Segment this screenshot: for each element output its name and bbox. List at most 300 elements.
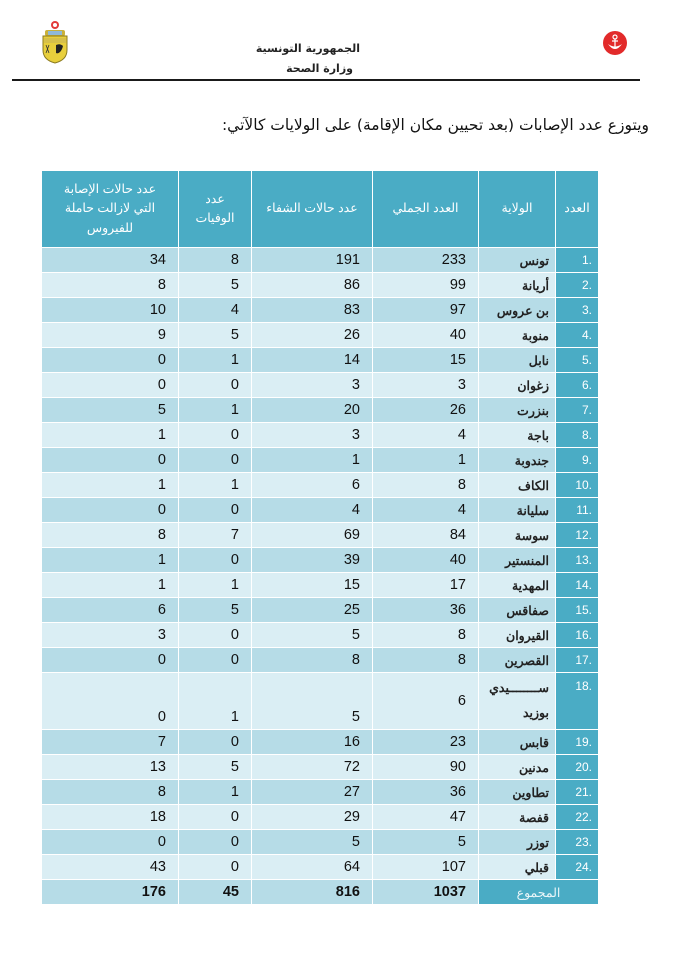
active-cell bbox=[42, 498, 179, 523]
deaths-cell bbox=[179, 730, 252, 755]
col-header-active-line1: عدد حالات الإصابة bbox=[63, 181, 157, 196]
deaths-cell bbox=[179, 598, 252, 623]
total-cell bbox=[373, 348, 479, 373]
index-value: 18. bbox=[575, 679, 592, 693]
deaths-cell bbox=[179, 623, 252, 648]
index-value: 14. bbox=[575, 578, 592, 592]
table-row bbox=[42, 755, 599, 780]
total-value: 1 bbox=[457, 452, 466, 468]
table-row bbox=[42, 473, 599, 498]
col-header-active bbox=[42, 171, 179, 248]
index-value: 23. bbox=[575, 835, 592, 849]
republic-title: الجمهورية التونسية bbox=[255, 42, 360, 55]
deaths-cell bbox=[179, 648, 252, 673]
total-value: 97 bbox=[449, 302, 466, 318]
deaths-value: 0 bbox=[230, 834, 239, 850]
governorate-cell: تطاوين bbox=[479, 780, 556, 805]
recovered-cell bbox=[252, 398, 373, 423]
recovered-value: 5 bbox=[351, 627, 360, 643]
col-header-active-line3: للفيروس bbox=[86, 220, 134, 235]
cases-by-governorate-table bbox=[41, 170, 599, 905]
recovered-cell bbox=[252, 855, 373, 880]
deaths-value: 5 bbox=[230, 759, 239, 775]
active-value: 9 bbox=[157, 327, 166, 343]
tunisia-coat-of-arms-icon bbox=[38, 20, 72, 64]
table-row bbox=[42, 398, 599, 423]
recovered-cell bbox=[252, 780, 373, 805]
intro-text: ويتوزع عدد الإصابات (بعد تحيين مكان الإقامة) على الولايات كالآتي: bbox=[221, 116, 649, 134]
active-cell bbox=[42, 298, 179, 323]
active-cell bbox=[42, 673, 179, 730]
total-value: 17 bbox=[449, 577, 466, 593]
recovered-cell bbox=[252, 248, 373, 273]
active-cell bbox=[42, 730, 179, 755]
index-value: 15. bbox=[575, 603, 592, 617]
recovered-value: 27 bbox=[343, 784, 360, 800]
table-row bbox=[42, 573, 599, 598]
deaths-cell bbox=[179, 248, 252, 273]
total-cell bbox=[373, 648, 479, 673]
index-cell bbox=[556, 730, 599, 755]
index-value: 17. bbox=[575, 653, 592, 667]
active-value: 0 bbox=[157, 377, 166, 393]
active-cell bbox=[42, 473, 179, 498]
total-value: 8 bbox=[457, 627, 466, 643]
total-value: 36 bbox=[449, 784, 466, 800]
active-value: 1 bbox=[157, 477, 166, 493]
recovered-cell bbox=[252, 323, 373, 348]
table-row bbox=[42, 780, 599, 805]
index-cell bbox=[556, 805, 599, 830]
recovered-value: 69 bbox=[343, 527, 360, 543]
governorate-cell: بن عروس bbox=[479, 298, 556, 323]
index-cell bbox=[556, 855, 599, 880]
recovered-value: 26 bbox=[343, 327, 360, 343]
total-cell bbox=[373, 323, 479, 348]
governorate-cell: توزر bbox=[479, 830, 556, 855]
recovered-cell bbox=[252, 830, 373, 855]
active-cell bbox=[42, 548, 179, 573]
deaths-cell bbox=[179, 573, 252, 598]
deaths-cell bbox=[179, 855, 252, 880]
active-value: 1 bbox=[157, 552, 166, 568]
total-value: 36 bbox=[449, 602, 466, 618]
total-cell bbox=[373, 673, 479, 730]
deaths-value: 1 bbox=[230, 709, 239, 725]
active-cell bbox=[42, 623, 179, 648]
active-value: 0 bbox=[157, 352, 166, 368]
index-value: 6. bbox=[581, 378, 592, 392]
index-value: 9. bbox=[581, 453, 592, 467]
recovered-cell bbox=[252, 805, 373, 830]
totals-recovered-cell bbox=[252, 880, 373, 905]
recovered-value: 4 bbox=[351, 502, 360, 518]
deaths-cell bbox=[179, 548, 252, 573]
recovered-value: 20 bbox=[343, 402, 360, 418]
totals-label: المجموع bbox=[479, 880, 599, 905]
recovered-cell bbox=[252, 348, 373, 373]
recovered-cell bbox=[252, 548, 373, 573]
totals-deaths-cell bbox=[179, 880, 252, 905]
total-value: 233 bbox=[441, 252, 466, 268]
deaths-value: 0 bbox=[230, 377, 239, 393]
deaths-cell bbox=[179, 323, 252, 348]
table-row bbox=[42, 298, 599, 323]
governorate-cell: الكاف bbox=[479, 473, 556, 498]
governorate-cell bbox=[479, 673, 556, 730]
index-cell bbox=[556, 573, 599, 598]
deaths-value: 0 bbox=[230, 809, 239, 825]
active-value: 8 bbox=[157, 784, 166, 800]
recovered-value: 83 bbox=[343, 302, 360, 318]
index-cell bbox=[556, 830, 599, 855]
total-cell bbox=[373, 248, 479, 273]
total-cell bbox=[373, 780, 479, 805]
active-cell bbox=[42, 273, 179, 298]
deaths-value: 5 bbox=[230, 327, 239, 343]
active-cell bbox=[42, 598, 179, 623]
index-cell bbox=[556, 298, 599, 323]
col-header-deaths bbox=[179, 171, 252, 248]
active-cell bbox=[42, 448, 179, 473]
governorate-cell: منوبة bbox=[479, 323, 556, 348]
active-value: 0 bbox=[157, 709, 166, 725]
col-header-governorate: الولاية bbox=[479, 171, 556, 248]
total-value: 3 bbox=[457, 377, 466, 393]
deaths-value: 5 bbox=[230, 602, 239, 618]
governorate-cell: باجة bbox=[479, 423, 556, 448]
index-value: 19. bbox=[575, 735, 592, 749]
recovered-cell bbox=[252, 673, 373, 730]
total-cell bbox=[373, 523, 479, 548]
governorate-cell: القصرين bbox=[479, 648, 556, 673]
active-value: 0 bbox=[157, 652, 166, 668]
table-row bbox=[42, 830, 599, 855]
governorate-cell: قابس bbox=[479, 730, 556, 755]
index-value: 1. bbox=[581, 253, 592, 267]
index-value: 4. bbox=[581, 328, 592, 342]
active-value: 3 bbox=[157, 627, 166, 643]
recovered-cell bbox=[252, 648, 373, 673]
index-cell bbox=[556, 373, 599, 398]
total-cell bbox=[373, 598, 479, 623]
totals-recovered-value: 816 bbox=[335, 884, 360, 900]
index-cell bbox=[556, 448, 599, 473]
active-cell bbox=[42, 755, 179, 780]
total-cell bbox=[373, 398, 479, 423]
deaths-cell bbox=[179, 673, 252, 730]
col-header-recovered: عدد حالات الشفاء bbox=[252, 171, 373, 248]
ministry-of-health-emblem-icon bbox=[602, 30, 628, 56]
recovered-value: 29 bbox=[343, 809, 360, 825]
recovered-value: 1 bbox=[351, 452, 360, 468]
recovered-value: 15 bbox=[343, 577, 360, 593]
col-header-active-line2: التي لازالت حاملة bbox=[64, 201, 156, 216]
recovered-value: 191 bbox=[335, 252, 360, 268]
total-cell bbox=[373, 730, 479, 755]
col-header-index: العدد bbox=[556, 171, 599, 248]
recovered-cell bbox=[252, 298, 373, 323]
page-header bbox=[0, 0, 679, 82]
governorate-cell: أريانة bbox=[479, 273, 556, 298]
active-value: 0 bbox=[157, 452, 166, 468]
total-cell bbox=[373, 273, 479, 298]
deaths-value: 1 bbox=[230, 402, 239, 418]
deaths-value: 5 bbox=[230, 277, 239, 293]
deaths-value: 1 bbox=[230, 477, 239, 493]
recovered-value: 6 bbox=[351, 477, 360, 493]
active-cell bbox=[42, 248, 179, 273]
deaths-cell bbox=[179, 830, 252, 855]
index-cell bbox=[556, 473, 599, 498]
deaths-cell bbox=[179, 473, 252, 498]
deaths-cell bbox=[179, 373, 252, 398]
active-value: 8 bbox=[157, 277, 166, 293]
total-cell bbox=[373, 755, 479, 780]
recovered-cell bbox=[252, 730, 373, 755]
active-value: 5 bbox=[157, 402, 166, 418]
total-value: 84 bbox=[449, 527, 466, 543]
active-value: 6 bbox=[157, 602, 166, 618]
total-value: 90 bbox=[449, 759, 466, 775]
index-value: 5. bbox=[581, 353, 592, 367]
totals-total-value: 1037 bbox=[433, 884, 466, 900]
index-cell bbox=[556, 348, 599, 373]
index-value: 22. bbox=[575, 810, 592, 824]
active-value: 10 bbox=[149, 302, 166, 318]
index-cell bbox=[556, 673, 599, 730]
table-row bbox=[42, 523, 599, 548]
active-value: 0 bbox=[157, 502, 166, 518]
total-value: 99 bbox=[449, 277, 466, 293]
totals-active-cell bbox=[42, 880, 179, 905]
total-value: 4 bbox=[457, 427, 466, 443]
index-value: 24. bbox=[575, 860, 592, 874]
governorate-cell: تونس bbox=[479, 248, 556, 273]
recovered-cell bbox=[252, 573, 373, 598]
governorate-cell: سليانة bbox=[479, 498, 556, 523]
table-row bbox=[42, 673, 599, 730]
table-row bbox=[42, 730, 599, 755]
total-cell bbox=[373, 855, 479, 880]
table-row bbox=[42, 323, 599, 348]
recovered-cell bbox=[252, 623, 373, 648]
governorate-cell: قبلي bbox=[479, 855, 556, 880]
deaths-value: 1 bbox=[230, 352, 239, 368]
index-cell bbox=[556, 248, 599, 273]
recovered-value: 5 bbox=[351, 709, 360, 725]
table-row bbox=[42, 623, 599, 648]
total-value: 40 bbox=[449, 552, 466, 568]
active-cell bbox=[42, 348, 179, 373]
deaths-cell bbox=[179, 780, 252, 805]
governorate-cell: نابل bbox=[479, 348, 556, 373]
deaths-cell bbox=[179, 398, 252, 423]
recovered-value: 14 bbox=[343, 352, 360, 368]
recovered-value: 72 bbox=[343, 759, 360, 775]
total-cell bbox=[373, 830, 479, 855]
table-row bbox=[42, 373, 599, 398]
recovered-cell bbox=[252, 273, 373, 298]
total-cell bbox=[373, 548, 479, 573]
index-cell bbox=[556, 398, 599, 423]
recovered-value: 16 bbox=[343, 734, 360, 750]
governorate-cell: قفصة bbox=[479, 805, 556, 830]
deaths-value: 0 bbox=[230, 427, 239, 443]
total-cell bbox=[373, 448, 479, 473]
governorate-cell: مدنين bbox=[479, 755, 556, 780]
active-cell bbox=[42, 805, 179, 830]
total-value: 107 bbox=[441, 859, 466, 875]
active-value: 13 bbox=[149, 759, 166, 775]
active-value: 34 bbox=[149, 252, 166, 268]
total-cell bbox=[373, 498, 479, 523]
active-cell bbox=[42, 423, 179, 448]
table-row bbox=[42, 855, 599, 880]
deaths-value: 4 bbox=[230, 302, 239, 318]
index-cell bbox=[556, 623, 599, 648]
table-row bbox=[42, 248, 599, 273]
total-value: 23 bbox=[449, 734, 466, 750]
governorate-cell: المهدية bbox=[479, 573, 556, 598]
deaths-cell bbox=[179, 348, 252, 373]
index-value: 13. bbox=[575, 553, 592, 567]
deaths-value: 0 bbox=[230, 552, 239, 568]
index-value: 16. bbox=[575, 628, 592, 642]
deaths-cell bbox=[179, 423, 252, 448]
active-value: 1 bbox=[157, 427, 166, 443]
deaths-value: 1 bbox=[230, 577, 239, 593]
total-value: 26 bbox=[449, 402, 466, 418]
table-row bbox=[42, 548, 599, 573]
active-cell bbox=[42, 373, 179, 398]
governorate-cell: سوسة bbox=[479, 523, 556, 548]
deaths-value: 8 bbox=[230, 252, 239, 268]
recovered-value: 8 bbox=[351, 652, 360, 668]
deaths-cell bbox=[179, 498, 252, 523]
total-cell bbox=[373, 473, 479, 498]
index-value: 20. bbox=[575, 760, 592, 774]
recovered-cell bbox=[252, 423, 373, 448]
index-cell bbox=[556, 648, 599, 673]
recovered-cell bbox=[252, 373, 373, 398]
recovered-cell bbox=[252, 598, 373, 623]
deaths-value: 0 bbox=[230, 734, 239, 750]
index-value: 3. bbox=[581, 303, 592, 317]
governorate-cell: زغوان bbox=[479, 373, 556, 398]
table-body bbox=[42, 248, 599, 905]
active-cell bbox=[42, 830, 179, 855]
governorate-cell: القيروان bbox=[479, 623, 556, 648]
col-header-deaths-line1: عدد bbox=[205, 191, 225, 206]
table-row bbox=[42, 805, 599, 830]
active-value: 18 bbox=[149, 809, 166, 825]
index-cell bbox=[556, 523, 599, 548]
index-cell bbox=[556, 423, 599, 448]
index-value: 7. bbox=[581, 403, 592, 417]
total-value: 15 bbox=[449, 352, 466, 368]
deaths-value: 0 bbox=[230, 502, 239, 518]
table-row bbox=[42, 448, 599, 473]
deaths-value: 1 bbox=[230, 784, 239, 800]
col-header-total: العدد الجملي bbox=[373, 171, 479, 248]
active-cell bbox=[42, 323, 179, 348]
total-cell bbox=[373, 623, 479, 648]
col-header-deaths-line2: الوفيات bbox=[195, 211, 235, 225]
index-cell bbox=[556, 323, 599, 348]
active-cell bbox=[42, 855, 179, 880]
governorate-cell: صفاقس bbox=[479, 598, 556, 623]
index-value: 11. bbox=[576, 503, 592, 517]
deaths-cell bbox=[179, 523, 252, 548]
total-value: 8 bbox=[457, 477, 466, 493]
index-value: 8. bbox=[581, 428, 592, 442]
recovered-value: 64 bbox=[343, 859, 360, 875]
deaths-cell bbox=[179, 298, 252, 323]
table-row bbox=[42, 273, 599, 298]
deaths-cell bbox=[179, 273, 252, 298]
active-cell bbox=[42, 780, 179, 805]
index-cell bbox=[556, 498, 599, 523]
recovered-cell bbox=[252, 448, 373, 473]
index-cell bbox=[556, 273, 599, 298]
active-cell bbox=[42, 398, 179, 423]
governorate-line2: بوزيد bbox=[522, 706, 549, 720]
governorate-cell: جندوبة bbox=[479, 448, 556, 473]
total-cell bbox=[373, 423, 479, 448]
active-value: 0 bbox=[157, 834, 166, 850]
index-cell bbox=[556, 780, 599, 805]
recovered-value: 25 bbox=[343, 602, 360, 618]
active-value: 8 bbox=[157, 527, 166, 543]
index-cell bbox=[556, 755, 599, 780]
index-value: 2. bbox=[581, 278, 592, 292]
recovered-value: 3 bbox=[351, 377, 360, 393]
table-row bbox=[42, 423, 599, 448]
index-cell bbox=[556, 598, 599, 623]
total-value: 8 bbox=[457, 652, 466, 668]
total-value: 6 bbox=[457, 693, 466, 709]
deaths-value: 0 bbox=[230, 627, 239, 643]
governorate-line1: ســــــــيدي bbox=[489, 681, 549, 695]
active-cell bbox=[42, 648, 179, 673]
table-header-row bbox=[42, 171, 599, 248]
total-value: 5 bbox=[457, 834, 466, 850]
index-value: 12. bbox=[575, 528, 592, 542]
table-row bbox=[42, 648, 599, 673]
recovered-value: 3 bbox=[351, 427, 360, 443]
totals-row bbox=[42, 880, 599, 905]
deaths-value: 7 bbox=[230, 527, 239, 543]
deaths-cell bbox=[179, 805, 252, 830]
governorate-cell: بنزرت bbox=[479, 398, 556, 423]
index-value: 21. bbox=[575, 785, 592, 799]
total-cell bbox=[373, 573, 479, 598]
total-value: 4 bbox=[457, 502, 466, 518]
recovered-cell bbox=[252, 755, 373, 780]
table-row bbox=[42, 498, 599, 523]
deaths-cell bbox=[179, 448, 252, 473]
total-cell bbox=[373, 805, 479, 830]
recovered-cell bbox=[252, 523, 373, 548]
total-cell bbox=[373, 373, 479, 398]
total-value: 40 bbox=[449, 327, 466, 343]
totals-total-cell bbox=[373, 880, 479, 905]
deaths-value: 0 bbox=[230, 452, 239, 468]
active-value: 1 bbox=[157, 577, 166, 593]
recovered-value: 39 bbox=[343, 552, 360, 568]
table-row bbox=[42, 598, 599, 623]
